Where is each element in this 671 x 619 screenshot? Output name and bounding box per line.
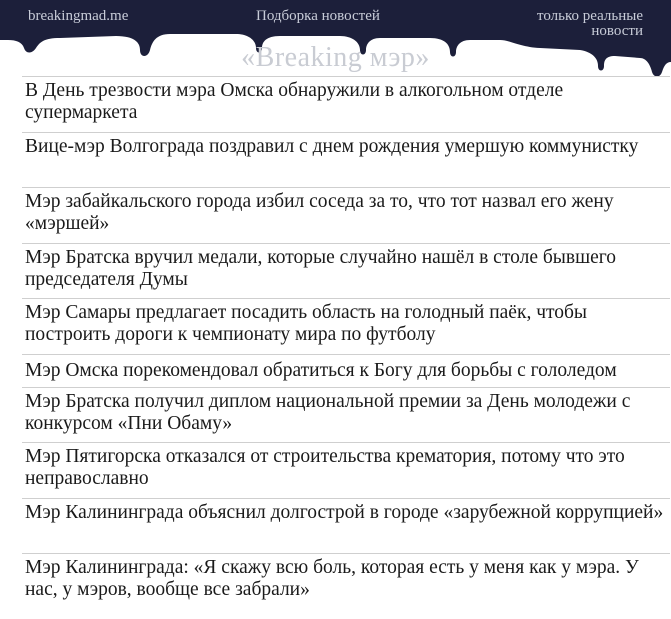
headline-item: Мэр Калининграда объяснил долгострой в городе «зарубежной коррупцией» (22, 498, 670, 554)
headline-list (22, 76, 670, 609)
tagline-line-1: только реальные (537, 8, 643, 24)
page-title: «Breaking мэр» (241, 42, 430, 73)
headline-item: Мэр Пятигорска отказался от строительства крематория, потому что это неправославно (22, 442, 670, 498)
headline-item: Мэр Братска получил диплом национальной премии за День молодежи с конкурсом «Пни Обаму» (22, 387, 670, 443)
tagline-line-2: новости (591, 23, 643, 39)
headline-item: Мэр Братска вручил медали, которые случайно нашёл в столе бывшего председателя Думы (22, 243, 670, 299)
section-title: Подборка новостей (256, 8, 380, 24)
site-name: breakingmad.me (28, 8, 129, 24)
headline-item: Мэр забайкальского города избил соседа за то, что тот назвал его жену «мэршей» (22, 187, 670, 243)
headline-item: Вице-мэр Волгограда поздравил с днем рождения умершую коммунистку (22, 132, 670, 188)
headline-item: Мэр Самары предлагает посадить область на голодный паёк, чтобы построить дороги к чемпионату мира по футболу (22, 298, 670, 354)
tagline (537, 9, 643, 39)
headline-item: В День трезвости мэра Омска обнаружили в алкогольном отделе супермаркета (22, 76, 670, 132)
headline-item: Мэр Омска порекомендовал обратиться к Богу для борьбы с гололедом (22, 354, 670, 387)
headline-item: Мэр Калининграда: «Я скажу всю боль, которая есть у меня как у мэра. У нас, у мэров, вообще все забрали» (22, 553, 670, 609)
